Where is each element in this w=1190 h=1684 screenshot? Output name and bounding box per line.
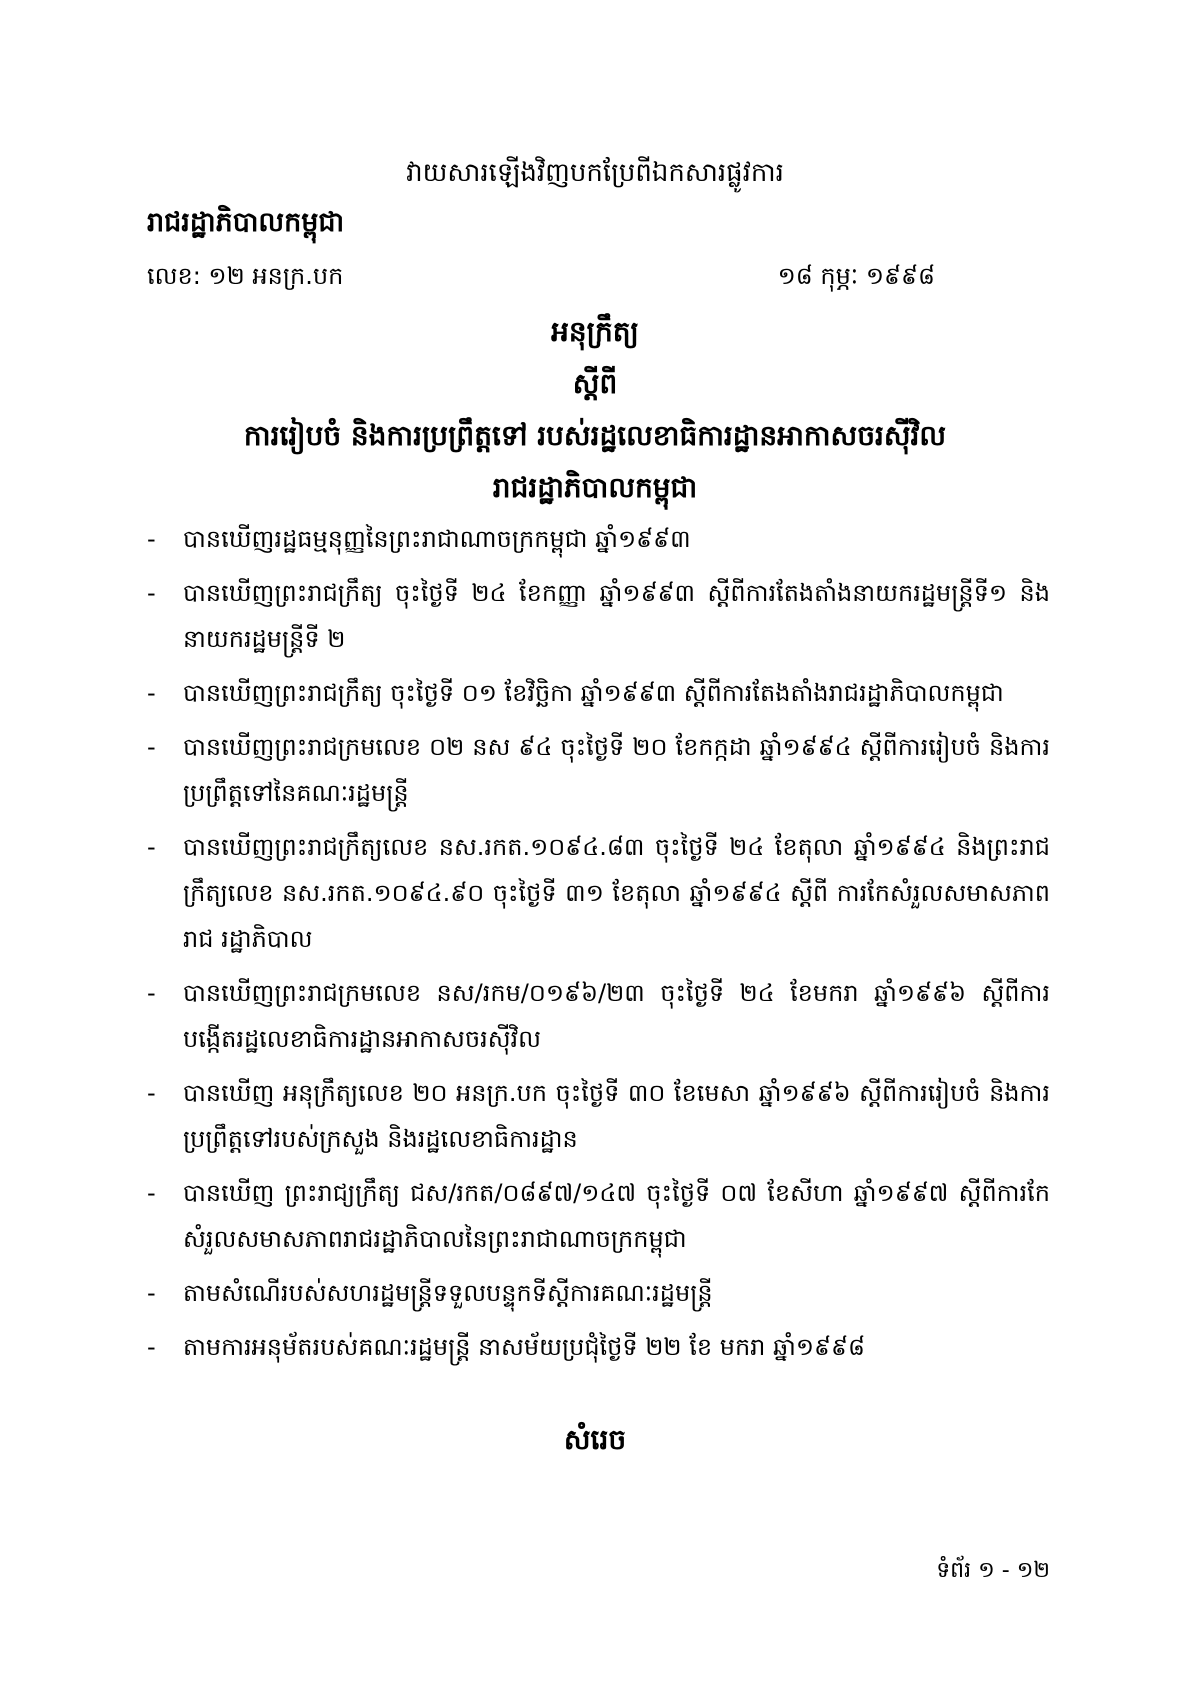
clause-text: បានឃើញព្រះរាជក្រឹត្យ ចុះថ្ងៃទី ២៤ ខែកញ្ញា ឆ្នាំ១៩៩៣ ស្តីពីការតែងតាំងនាយករដ្ឋមន្ត្រីទី១ និងនាយករដ្ឋមន្ត្រីទី ២ (183, 579, 1050, 653)
clause-text: តាមការអនុម័តរបស់គណៈរដ្ឋមន្ត្រី នាសម័យប្រជុំថ្ងៃទី ២២ ខែ មករា ឆ្នាំ១៩៩៨ (183, 1333, 866, 1361)
title-government: រាជរដ្ឋាភិបាលកម្ពុជា (492, 471, 698, 504)
clause-text: បានឃើញ អនុក្រឹត្យលេខ ២០ អនក្រ.បក ចុះថ្ងៃទី ៣០ ខែមេសា ឆ្នាំ១៩៩៦ ស្តីពីការរៀបចំ និងការប្រព្រឹត្តទៅរបស់ក្រសួង និងរដ្ឋលេខាធិការដ្ឋាន (183, 1079, 1050, 1153)
clause-dash: - (147, 1079, 156, 1107)
clause-dash: - (147, 1179, 156, 1207)
clause-text: បានឃើញ ព្រះរាជ្យក្រឹត្យ ជស/រកត/០៨៩៧/១៤៧ ចុះថ្ងៃទី ០៧ ខែសីហា ឆ្នាំ១៩៩៧ ស្តីពីការកែសំរួលសមាសភាពរាជរដ្ឋាភិបាលនៃព្រះរាជាណាចក្រកម្ពុជា (183, 1179, 1050, 1253)
page-number: ទំព័រ ១ - ១២ (936, 1558, 1050, 1583)
preamble-clauses (147, 516, 1050, 1378)
clause-dash: - (147, 833, 156, 861)
preamble-clause (147, 670, 1050, 716)
preamble-clause (147, 724, 1050, 816)
preamble-clause (147, 1070, 1050, 1162)
clause-text: តាមសំណើរបស់សហរដ្ឋមន្ត្រីទទួលបន្ទុកទីស្តីការគណៈរដ្ឋមន្ត្រី (183, 1279, 713, 1307)
preamble-clause (147, 1170, 1050, 1262)
title-subject-label: ស្តីពី (572, 367, 618, 400)
clause-text: បានឃើញព្រះរាជក្រឹត្យ ចុះថ្ងៃទី ០១ ខែវិច្ឆិកា ឆ្នាំ១៩៩៣ ស្តីពីការតែងតាំងរាជរដ្ឋាភិបាលកម្ពុជា (183, 679, 1004, 707)
preamble-clause (147, 1270, 1050, 1316)
clause-dash: - (147, 525, 156, 553)
title-subject: ការរៀបចំ និងការប្រព្រឹត្តទៅ របស់រដ្ឋលេខាធិការដ្ឋានអាកាសចរស៊ីវិល (243, 419, 947, 452)
clause-text: បានឃើញព្រះរាជក្រឹត្យលេខ នស.រកត.១០៩៤.៨៣ ចុះថ្ងៃទី ២៤ ខែតុលា ឆ្នាំ១៩៩៤ និងព្រះរាជក្រឹត្យលេខ នស.រកត.១០៩៤.៩០ ចុះថ្ងៃទី ៣១ ខែតុលា ឆ្នាំ១៩៩៤ ស្តីពី ការកែសំរួលសមាសភាពរាជ រដ្ឋាភិបាល (183, 833, 1050, 953)
clause-dash: - (147, 733, 156, 761)
reference-date: ១៨ កុម្ភៈ ១៩៩៨ (777, 262, 935, 290)
government-name: រាជរដ្ឋាភិបាលកម្ពុជា (147, 207, 345, 238)
clause-text: បានឃើញព្រះរាជក្រមលេខ នស/រកម/០១៩៦/២៣ ចុះថ្ងៃទី ២៤ ខែមករា ឆ្នាំ១៩៩៦ ស្តីពីការបង្កើតរដ្ឋលេខាធិការដ្ឋានអាកាសចរស៊ីវិល (183, 979, 1050, 1053)
clause-dash: - (147, 979, 156, 1007)
preamble-clause (147, 516, 1050, 562)
clause-dash: - (147, 1333, 156, 1361)
clause-dash: - (147, 1279, 156, 1307)
clause-text: បានឃើញព្រះរាជក្រមលេខ ០២ នស ៩៤ ចុះថ្ងៃទី ២០ ខែកក្កដា ឆ្នាំ១៩៩៤ ស្តីពីការរៀបចំ និងការប្រព្រឹត្តទៅនៃគណៈរដ្ឋមន្ត្រី (183, 733, 1050, 807)
decision-heading: សំរេច (563, 1423, 627, 1456)
document-type-title: អនុក្រឹត្យ (551, 315, 639, 348)
preamble-clause (147, 1324, 1050, 1370)
clause-dash: - (147, 579, 156, 607)
clause-text: បានឃើញរដ្ឋធម្មនុញ្ញនៃព្រះរាជាណាចក្រកម្ពុជា ឆ្នាំ១៩៩៣ (183, 525, 691, 553)
header-note: វាយសារឡើងវិញបកប្រែពីឯកសារផ្លូវការ (406, 158, 784, 188)
preamble-clause (147, 570, 1050, 662)
reference-number: លេខ: ១២ អនក្រ.បក (147, 262, 344, 290)
clause-dash: - (147, 679, 156, 707)
preamble-clause (147, 824, 1050, 962)
preamble-clause (147, 970, 1050, 1062)
